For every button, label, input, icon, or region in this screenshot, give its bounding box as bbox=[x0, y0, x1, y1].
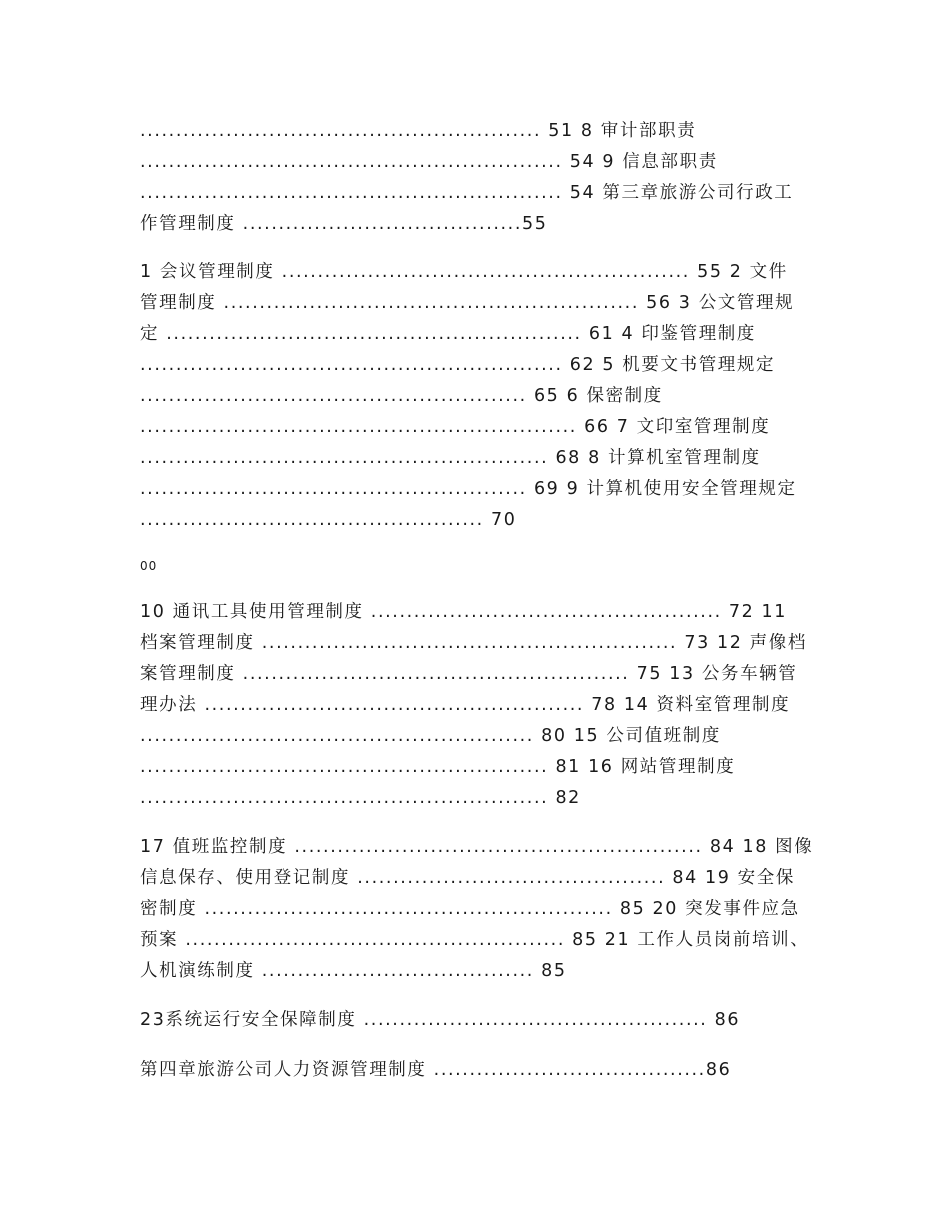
toc-line: 17 值班监控制度 ......................................................... 84 18 图像 bbox=[140, 837, 814, 857]
toc-block-1 bbox=[140, 116, 820, 240]
toc-line: ................................................ 70 bbox=[140, 510, 517, 530]
toc-line: ....................................................... 80 15 公司值班制度 bbox=[140, 726, 721, 746]
toc-line: ...................................................... 69 9 计算机使用安全管理规定 bbox=[140, 479, 797, 499]
toc-line: 档案管理制度 .......................................................... 73 12 声像档 bbox=[140, 633, 807, 653]
toc-line: 作管理制度 .......................................55 bbox=[140, 214, 548, 234]
toc-line: 理办法 ..................................................... 78 14 资料室管理制度 bbox=[140, 695, 791, 715]
toc-line: 23系统运行安全保障制度 ................................................ 86 bbox=[140, 1010, 741, 1030]
toc-line: ......................................................... 81 16 网站管理制度 bbox=[140, 757, 736, 777]
toc-line: ............................................................. 66 7 文印室管理制度 bbox=[140, 417, 771, 437]
toc-line: 管理制度 .......................................................... 56 3 公文管理规 bbox=[140, 293, 795, 313]
toc-block-3 bbox=[140, 597, 820, 814]
toc-line: 定 .......................................................... 61 4 印鉴管理制度 bbox=[140, 324, 756, 344]
toc-line: 密制度 ......................................................... 85 20 突发事件应急 bbox=[140, 899, 800, 919]
toc-line: 人机演练制度 ...................................... 85 bbox=[140, 961, 567, 981]
toc-line: 第四章旅游公司人力资源管理制度 ......................................86 bbox=[140, 1060, 732, 1080]
toc-line: 案管理制度 ...................................................... 75 13 公务车辆管 bbox=[140, 664, 798, 684]
document-page bbox=[140, 0, 820, 1230]
toc-line: 预案 ..................................................... 85 21 工作人员岗前培训、 bbox=[140, 930, 810, 950]
toc-line: ........................................................... 54 9 信息部职责 bbox=[140, 152, 718, 172]
toc-line: ........................................................ 51 8 审计部职责 bbox=[140, 121, 697, 141]
toc-block-5 bbox=[140, 1005, 820, 1036]
page-marker-text: 00 bbox=[140, 559, 158, 573]
toc-line: 10 通讯工具使用管理制度 ................................................. 72 11 bbox=[140, 602, 788, 622]
toc-chapter-4 bbox=[140, 1055, 820, 1086]
toc-line: ........................................................... 54 第三章旅游公司行政工 bbox=[140, 183, 794, 203]
toc-line: ........................................................... 62 5 机要文书管理规定 bbox=[140, 355, 776, 375]
page-marker bbox=[140, 556, 820, 576]
toc-line: ...................................................... 65 6 保密制度 bbox=[140, 386, 663, 406]
toc-block-2 bbox=[140, 257, 820, 536]
toc-line: 信息保存、使用登记制度 ........................................... 84 19 安全保 bbox=[140, 868, 795, 888]
toc-line: ......................................................... 82 bbox=[140, 788, 581, 808]
toc-line: 1 会议管理制度 ......................................................... 55 2 文件 bbox=[140, 262, 788, 282]
toc-block-4 bbox=[140, 832, 820, 987]
toc-line: ......................................................... 68 8 计算机室管理制度 bbox=[140, 448, 761, 468]
